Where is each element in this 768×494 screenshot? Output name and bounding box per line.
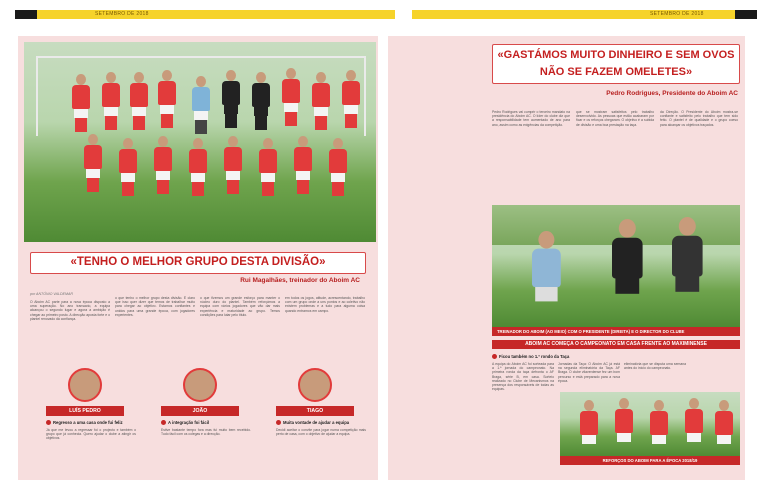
left-body-col4: em todos os jogos, atitude, acrescentando, trabalho com um grupo onde a uns pontos e ao coletivo não existem problemas e a tudo para alguma coisa quando entramos em campo. — [285, 296, 365, 313]
player-figure — [224, 136, 242, 196]
news-title — [492, 354, 592, 359]
profile-name: LUÍS PEDRO — [46, 406, 124, 416]
player-figure — [715, 400, 733, 456]
news-body: A equipa do Aboim AC foi sorteada para a 1.ª jornada do campeonato. Na primeira ronda da taça defronta o AF Braga, série B, em casa. Sorteio realizado no Clube de Mecanismos na presença dos responsáveis de todas as equipas. — [492, 362, 554, 392]
player-figure — [222, 70, 240, 130]
player-figure — [259, 138, 277, 198]
profile-text: Estive bastante tempo fora mas fui muito bem recebido. Tudo fácil com os colegas e a direcção. — [161, 428, 251, 437]
player-figure — [72, 74, 90, 134]
bullet-icon — [492, 354, 497, 359]
right-body-col3: da Direção. O Presidente do Aboim mostra-se confiante e satisfeito pelo trabalho que tem sido feito. O plantel é de qualidade e o grupo coeso para alcançar os objetivos traçados. — [660, 110, 738, 127]
player-figure — [580, 400, 598, 456]
player-figure — [294, 136, 312, 196]
quote-text: Regresso a uma casa onde fui feliz — [53, 420, 123, 425]
left-headline: «TENHO O MELHOR GRUPO DESTA DIVISÃO» — [30, 252, 366, 274]
bullet-icon — [276, 420, 281, 425]
profile-text: Decidi aceitar o convite para jogar numa competição mais perto de casa, com o objetivo de ajudar a equipa. — [276, 428, 366, 437]
avatar — [183, 368, 217, 402]
bullet-icon — [46, 420, 51, 425]
profile-quote — [161, 420, 251, 425]
byline: por ANTÓNIO VALDEMAR — [30, 292, 74, 296]
profile-quote — [46, 420, 136, 425]
player-figure — [342, 70, 360, 130]
team-photo — [24, 42, 376, 242]
reinforcements-caption: REFORÇOS DO ABOIM PARA A ÉPOCA 2018/19 — [560, 456, 740, 465]
right-header-bar — [412, 10, 757, 19]
person-figure — [532, 231, 561, 327]
player-figure — [154, 136, 172, 196]
left-header-date: SETEMBRO DE 2018 — [95, 11, 149, 17]
left-header-bar — [15, 10, 395, 19]
player-figure — [192, 76, 210, 136]
photo-caption: TREINADOR DO ABOIM (AO MEIO) COM O PRESIDENTE (DIREITA) E O DIRECTOR DO CLUBE — [492, 327, 740, 336]
profile-name: JOÃO — [161, 406, 239, 416]
right-subheadline: Pedro Rodrigues, Presidente do Aboim AC — [606, 90, 738, 97]
player-figure — [615, 398, 633, 456]
player-figure — [158, 70, 176, 130]
reinforcements-photo — [560, 392, 740, 456]
right-headline: «GASTÁMOS MUITO DINHEIRO E SEM OVOS NÃO SE FAZEM OMELETES» — [492, 44, 740, 84]
avatar — [68, 368, 102, 402]
avatar — [298, 368, 332, 402]
player-figure — [252, 72, 270, 132]
left-body-col3: o que fizemos um grande esforço para manter o núcleo duro do plantel. Também reforçámos a equipa com vários jogadores que vão dar mais experiência e maturidade ao grupo. Temos condições para lutar pelo título. — [200, 296, 280, 317]
player-figure — [685, 398, 703, 456]
profile-text: Já que me levou a regressar foi o projecto e também o grupo que já conhecia. Quero ajudar o clube a atingir os objetivos. — [46, 428, 136, 441]
left-subheadline: Rui Magalhães, treinador do Aboim AC — [240, 277, 360, 284]
player-figure — [119, 138, 137, 198]
left-body-col1: O Aboim AC parte para a nova época disposto a uma superação. No ano transacto, a equipa alcançou o segundo lugar e agora a ambição é chegar ao primeiro posto. A direcção aposta forte e o plantel renovado dá confiança. — [30, 300, 110, 321]
player-figure — [84, 134, 102, 194]
news-body-col2: Jornadas da Taça: O Aboim AC já está na segunda eliminatória da Taça. AF Braga. O clube vilaverdense fez um bom percurso e está preparado para a nova época. — [558, 362, 620, 383]
right-header-date: SETEMBRO DE 2018 — [650, 11, 704, 17]
profile-name: TIAGO — [276, 406, 354, 416]
news-body-col3: eliminatória que se disputa uma semana antes do início do campeonato. — [624, 362, 686, 371]
profile-quote — [276, 420, 366, 425]
person-figure — [612, 219, 643, 321]
bullet-icon — [161, 420, 166, 425]
player-figure — [650, 400, 668, 456]
player-figure — [329, 138, 347, 198]
player-figure — [130, 72, 148, 132]
player-figure — [189, 138, 207, 198]
person-figure — [672, 217, 703, 319]
right-body-col1: Pedro Rodrigues vai cumprir o terceiro mandato na presidência do Aboim AC. O líder do clube diz que a responsabilidade tem aumentado de ano para ano, assim como as exigências da competição. — [492, 110, 570, 127]
quote-text: Muita vontade de ajudar a equipa — [283, 420, 350, 425]
quote-text: A integração foi fácil — [168, 420, 210, 425]
right-body-col2: que se mostram satisfeitos pelo trabalho desenvolvido. As pessoas que estão acabaram por ficar e os reforços chegaram. O objetivo é a subida de divisão e uma boa prestação na taça. — [576, 110, 654, 127]
player-figure — [282, 68, 300, 128]
news-title-text: Ficou também no 1.º rondo da Taça — [499, 354, 570, 359]
left-body-col2: o que tenho o melhor grupo desta divisão. É claro que isso quer dizer que temos de trabalhar muito para chegar ao objetivo. Estamos confiantes e unidos para uma grande época, com jogadores experientes. — [115, 296, 195, 317]
news-strip-title: ABOIM AC COMEÇA O CAMPEONATO EM CASA FRENTE AO MAXIMINENSE — [492, 340, 740, 349]
player-figure — [312, 72, 330, 132]
player-figure — [102, 72, 120, 132]
coaches-photo — [492, 205, 740, 327]
